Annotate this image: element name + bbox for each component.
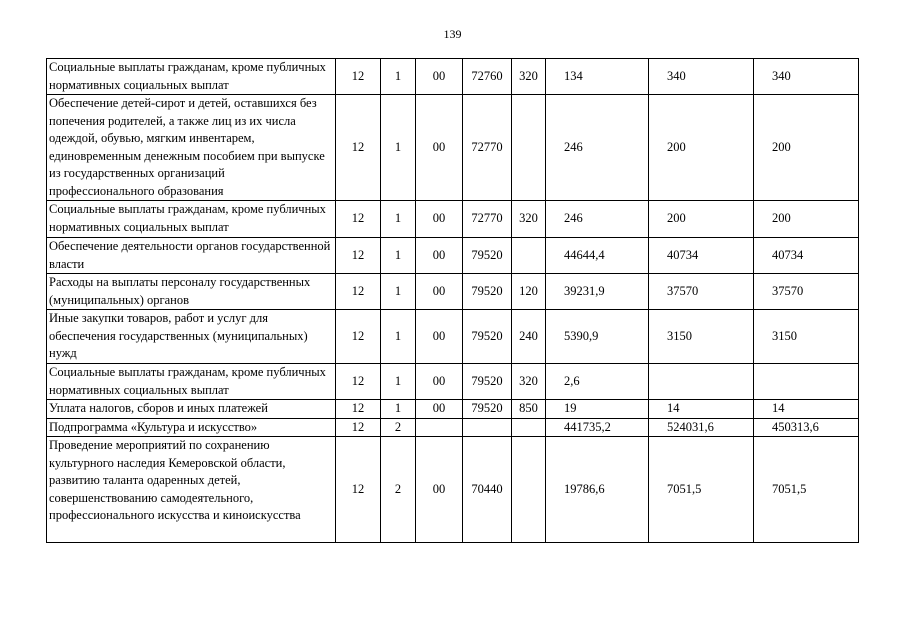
amount-year-1: 134 bbox=[546, 59, 649, 95]
amount-year-2: 3150 bbox=[649, 310, 754, 364]
program-code: 00 bbox=[416, 95, 463, 201]
amount-year-3: 14 bbox=[754, 400, 859, 419]
section-code: 12 bbox=[336, 418, 381, 437]
subsection-code: 1 bbox=[381, 59, 416, 95]
amount-year-1: 19 bbox=[546, 400, 649, 419]
subsection-code: 1 bbox=[381, 274, 416, 310]
expense-type-code: 120 bbox=[512, 274, 546, 310]
expense-type-code bbox=[512, 418, 546, 437]
amount-year-3: 3150 bbox=[754, 310, 859, 364]
target-item-code: 79520 bbox=[463, 238, 512, 274]
subsection-code: 2 bbox=[381, 418, 416, 437]
amount-year-2: 37570 bbox=[649, 274, 754, 310]
expense-type-code: 850 bbox=[512, 400, 546, 419]
section-code: 12 bbox=[336, 95, 381, 201]
target-item-code: 72770 bbox=[463, 201, 512, 238]
target-item-code: 70440 bbox=[463, 437, 512, 543]
amount-year-1: 2,6 bbox=[546, 364, 649, 400]
expense-type-code bbox=[512, 437, 546, 543]
table-row bbox=[47, 95, 859, 201]
table-row bbox=[47, 201, 859, 238]
program-code bbox=[416, 418, 463, 437]
row-description: Обеспечение деятельности органов государственной власти bbox=[47, 238, 336, 274]
row-description: Социальные выплаты гражданам, кроме публичных нормативных социальных выплат bbox=[47, 364, 336, 400]
amount-year-1: 246 bbox=[546, 95, 649, 201]
program-code: 00 bbox=[416, 310, 463, 364]
table-row bbox=[47, 274, 859, 310]
subsection-code: 1 bbox=[381, 238, 416, 274]
amount-year-2: 340 bbox=[649, 59, 754, 95]
subsection-code: 1 bbox=[381, 400, 416, 419]
section-code: 12 bbox=[336, 274, 381, 310]
table-row bbox=[47, 310, 859, 364]
table-row bbox=[47, 364, 859, 400]
amount-year-3: 340 bbox=[754, 59, 859, 95]
amount-year-2: 200 bbox=[649, 95, 754, 201]
amount-year-2: 524031,6 bbox=[649, 418, 754, 437]
expense-type-code: 320 bbox=[512, 59, 546, 95]
subsection-code: 1 bbox=[381, 201, 416, 238]
section-code: 12 bbox=[336, 310, 381, 364]
program-code: 00 bbox=[416, 59, 463, 95]
amount-year-1: 39231,9 bbox=[546, 274, 649, 310]
amount-year-1: 246 bbox=[546, 201, 649, 238]
table-row bbox=[47, 418, 859, 437]
table-row bbox=[47, 400, 859, 419]
page-number: 139 bbox=[443, 27, 462, 41]
amount-year-3: 37570 bbox=[754, 274, 859, 310]
target-item-code: 79520 bbox=[463, 400, 512, 419]
row-description: Обеспечение детей-сирот и детей, оставшихся без попечения родителей, а также лиц из их числа одеждой, обувью, мягким инвентарем, единовременным денежным пособием при выпуске из государственных организаций профессионального образования bbox=[47, 95, 336, 201]
program-code: 00 bbox=[416, 437, 463, 543]
amount-year-1: 19786,6 bbox=[546, 437, 649, 543]
expense-type-code: 240 bbox=[512, 310, 546, 364]
amount-year-3: 40734 bbox=[754, 238, 859, 274]
table-row bbox=[47, 238, 859, 274]
target-item-code: 72770 bbox=[463, 95, 512, 201]
amount-year-3: 7051,5 bbox=[754, 437, 859, 543]
section-code: 12 bbox=[336, 201, 381, 238]
subsection-code: 1 bbox=[381, 364, 416, 400]
subsection-code: 2 bbox=[381, 437, 416, 543]
row-description: Проведение мероприятий по сохранению культурного наследия Кемеровской области, развитию таланта одаренных детей, совершенствованию самодеятельного, профессионального искусства и киноискусства bbox=[47, 437, 336, 543]
amount-year-2: 14 bbox=[649, 400, 754, 419]
target-item-code: 79520 bbox=[463, 274, 512, 310]
row-description: Подпрограмма «Культура и искусство» bbox=[47, 418, 336, 437]
expense-type-code bbox=[512, 238, 546, 274]
section-code: 12 bbox=[336, 437, 381, 543]
section-code: 12 bbox=[336, 238, 381, 274]
row-description: Иные закупки товаров, работ и услуг для обеспечения государственных (муниципальных) нужд bbox=[47, 310, 336, 364]
budget-table-body bbox=[47, 59, 859, 543]
row-description: Социальные выплаты гражданам, кроме публичных нормативных социальных выплат bbox=[47, 201, 336, 238]
row-description: Уплата налогов, сборов и иных платежей bbox=[47, 400, 336, 419]
subsection-code: 1 bbox=[381, 95, 416, 201]
table-row bbox=[47, 59, 859, 95]
target-item-code: 72760 bbox=[463, 59, 512, 95]
amount-year-1: 5390,9 bbox=[546, 310, 649, 364]
amount-year-2: 40734 bbox=[649, 238, 754, 274]
target-item-code bbox=[463, 418, 512, 437]
subsection-code: 1 bbox=[381, 310, 416, 364]
table-row bbox=[47, 437, 859, 543]
program-code: 00 bbox=[416, 238, 463, 274]
expense-type-code: 320 bbox=[512, 201, 546, 238]
section-code: 12 bbox=[336, 59, 381, 95]
program-code: 00 bbox=[416, 364, 463, 400]
row-description: Расходы на выплаты персоналу государственных (муниципальных) органов bbox=[47, 274, 336, 310]
amount-year-2: 7051,5 bbox=[649, 437, 754, 543]
section-code: 12 bbox=[336, 400, 381, 419]
section-code: 12 bbox=[336, 364, 381, 400]
program-code: 00 bbox=[416, 400, 463, 419]
target-item-code: 79520 bbox=[463, 310, 512, 364]
expense-type-code: 320 bbox=[512, 364, 546, 400]
amount-year-2 bbox=[649, 364, 754, 400]
amount-year-2: 200 bbox=[649, 201, 754, 238]
amount-year-3: 450313,6 bbox=[754, 418, 859, 437]
budget-table bbox=[46, 58, 859, 543]
amount-year-1: 441735,2 bbox=[546, 418, 649, 437]
expense-type-code bbox=[512, 95, 546, 201]
amount-year-3: 200 bbox=[754, 95, 859, 201]
amount-year-3 bbox=[754, 364, 859, 400]
program-code: 00 bbox=[416, 201, 463, 238]
program-code: 00 bbox=[416, 274, 463, 310]
target-item-code: 79520 bbox=[463, 364, 512, 400]
amount-year-1: 44644,4 bbox=[546, 238, 649, 274]
row-description: Социальные выплаты гражданам, кроме публичных нормативных социальных выплат bbox=[47, 59, 336, 95]
amount-year-3: 200 bbox=[754, 201, 859, 238]
